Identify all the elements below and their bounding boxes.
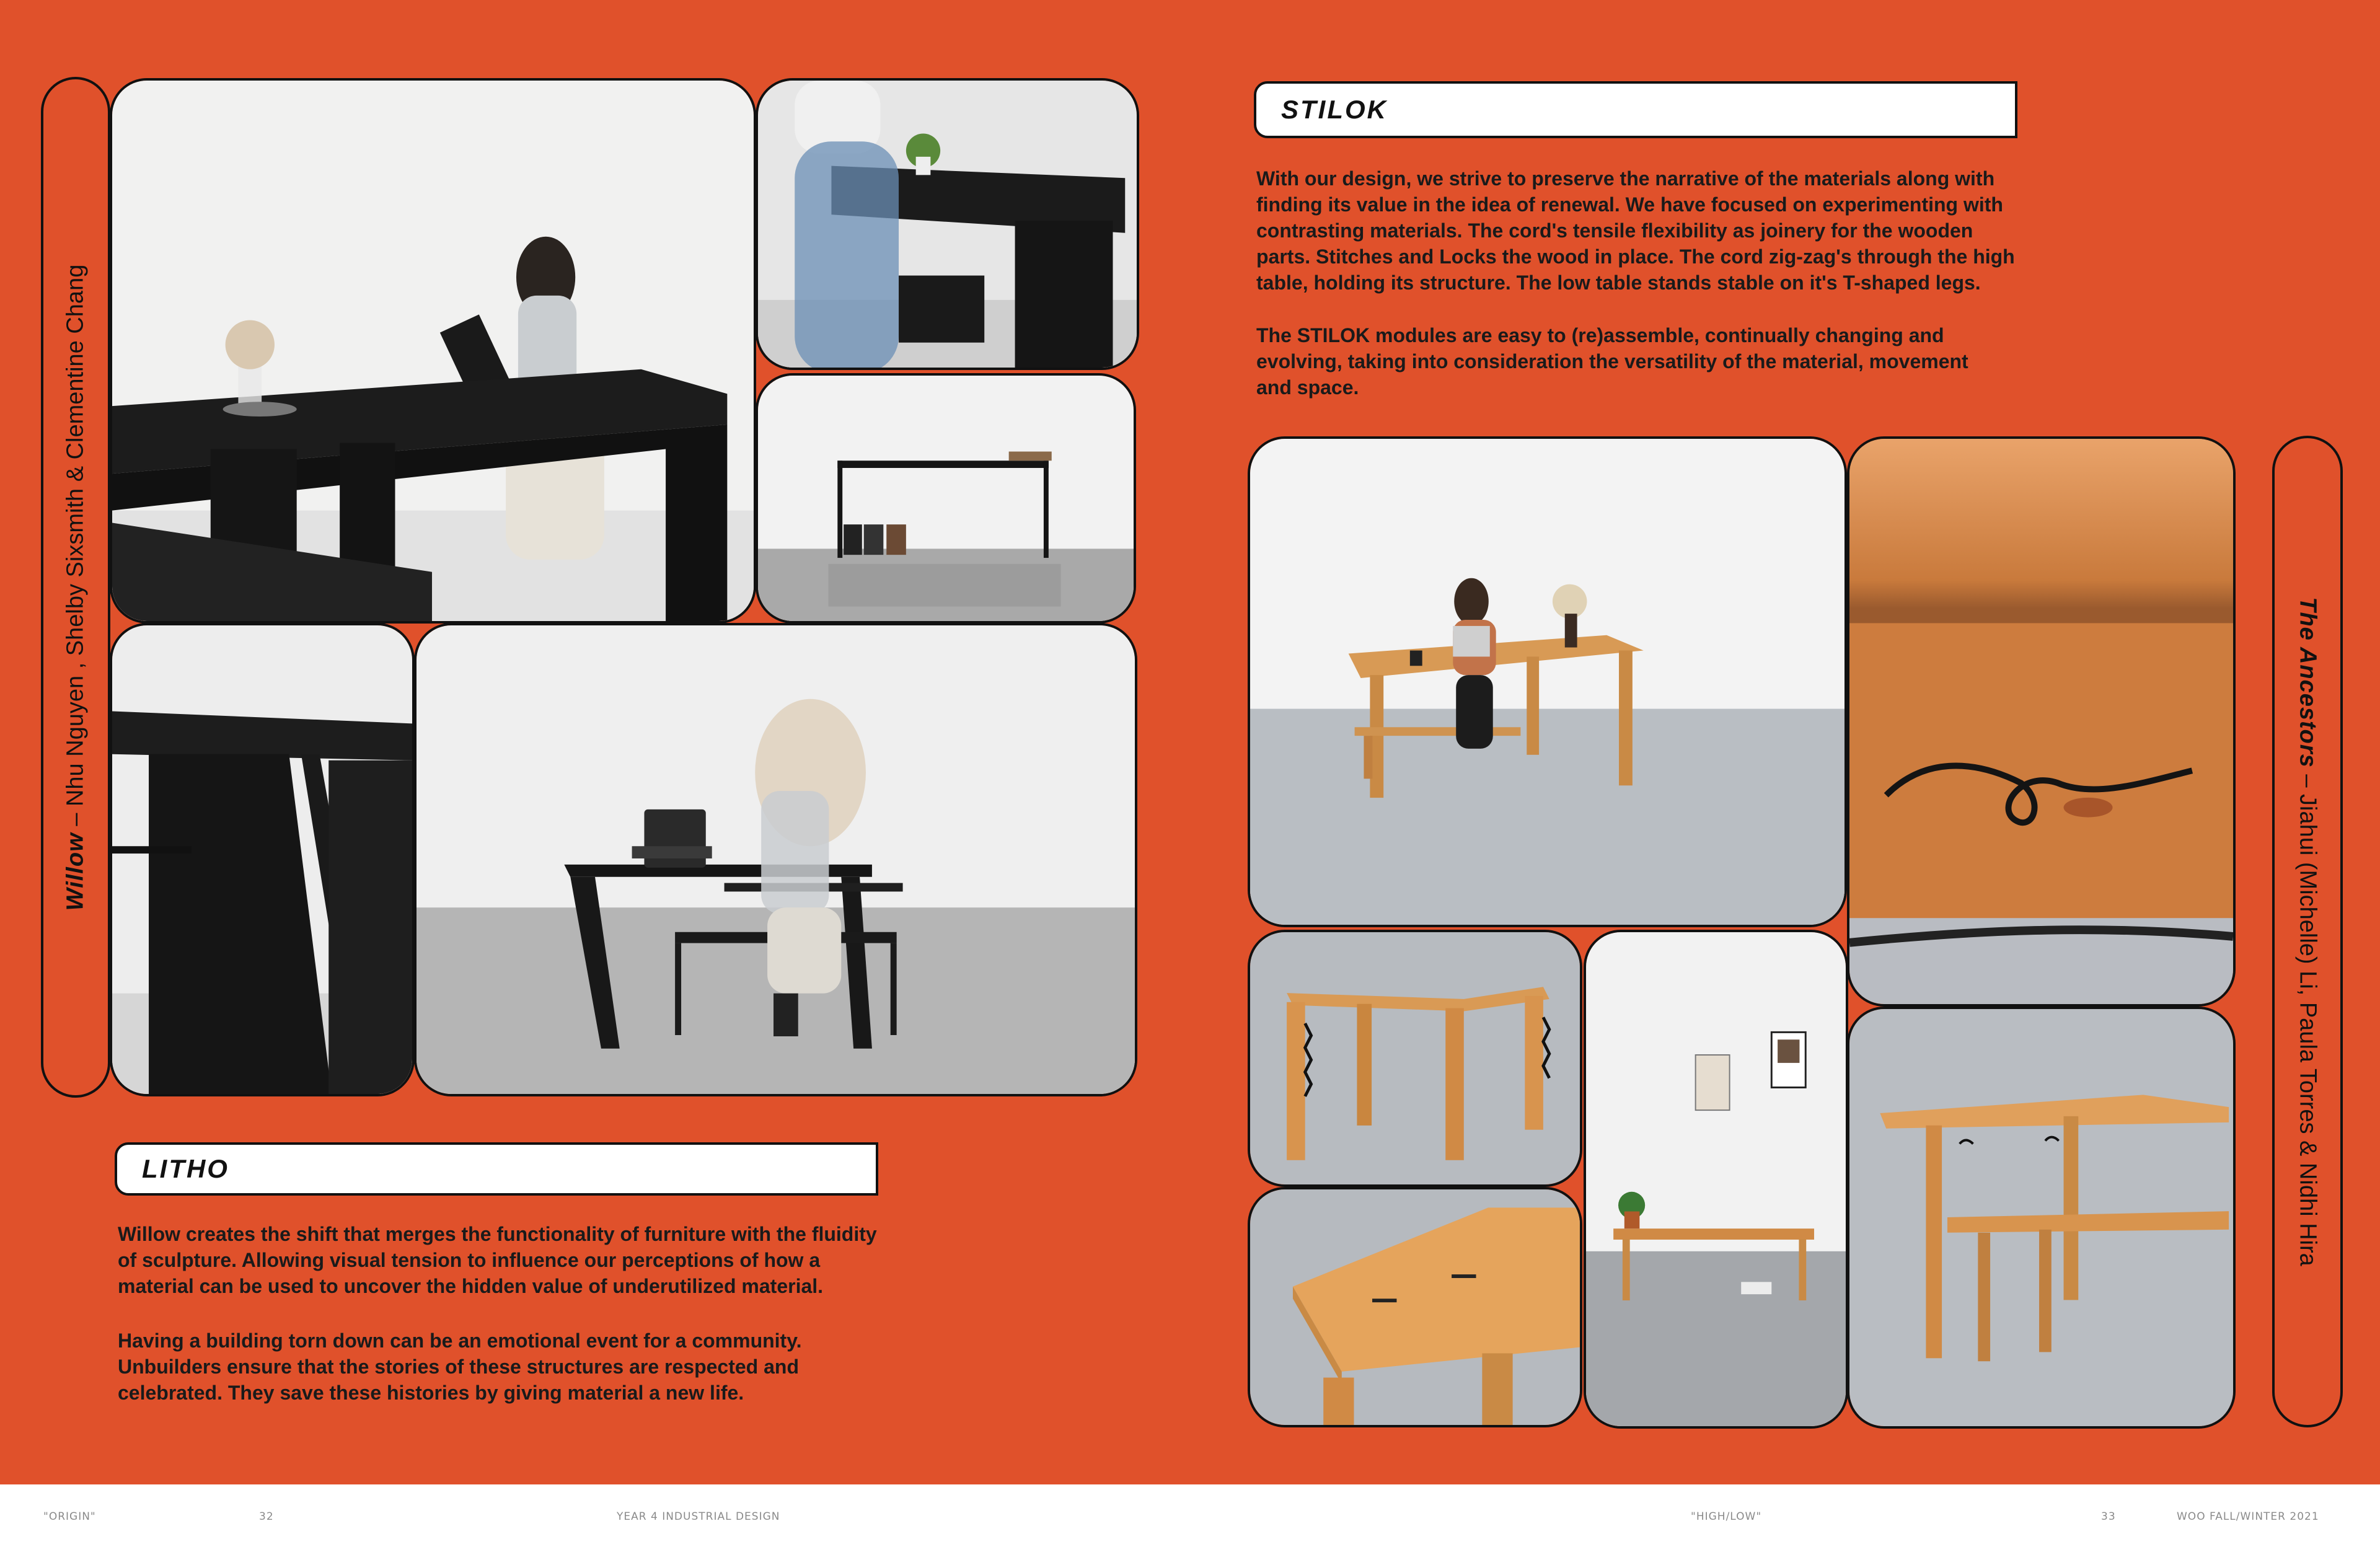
stilok-paragraph-1: With our design, we strive to preserve the narrative of the materials along with finding its value in the idea of renewal. We have focused on experimenting with contrasting materials. The cord's tensile flexibility as joinery for the wooden parts. Stitches and Locks the wood in place. The cord zig-zag's through the high table, holding its structure. The low table stands stable on it's T-shaped legs. xyxy=(1256,167,2015,294)
project-title-stilok xyxy=(1254,81,2017,138)
designer-names-right: – Jiahui (Michelle) Li, Paula Torres & Nidhi Hira xyxy=(2294,767,2321,1266)
black-table-corner-closeup-photo xyxy=(110,623,415,1096)
cord-stitch-closeup-photo xyxy=(1847,436,2236,1007)
stilok-paragraph-2: The STILOK modules are easy to (re)assemble, continually changing and evolving, taking into consideration the versatility of the material, movement and space. xyxy=(1256,324,1968,399)
wooden-tabletop-corner-photo xyxy=(1248,1187,1582,1427)
wooden-bench-with-frames-photo xyxy=(1584,930,1848,1429)
footer-section-origin: "ORIGIN" xyxy=(43,1510,96,1523)
designer-names-left: – Nhu Nguyen , Shelby Sixsmith & Clementine Chang xyxy=(62,264,89,832)
footer-issue: WOO FALL/WINTER 2021 xyxy=(2177,1510,2319,1523)
blurred-figure-at-black-table-photo xyxy=(756,78,1139,370)
black-console-with-shoes-photo xyxy=(756,373,1136,624)
designers-credit-right xyxy=(2272,436,2343,1427)
project-title-litho-text: LITHO xyxy=(142,1154,229,1183)
project-title-stilok-text: STILOK xyxy=(1281,95,1388,124)
litho-paragraph-2: Having a building torn down can be an emotional event for a community. Unbuilders ensure that the stories of these structures are respected and celebrated. They save these histories by giving material a new life. xyxy=(118,1329,802,1404)
motion-blur-woman-at-black-desk-photo xyxy=(414,623,1137,1096)
team-name-ancestors: The Ancestors xyxy=(2294,597,2321,768)
woman-at-wooden-table-with-laptop-photo xyxy=(1248,436,1847,927)
team-name-willow: Willow xyxy=(62,832,89,910)
project-title-litho xyxy=(115,1142,878,1196)
footer-page-number-right: 33 xyxy=(2101,1510,2116,1523)
designers-credit-left xyxy=(41,77,110,1098)
wooden-table-and-bench-photo xyxy=(1847,1007,2236,1429)
litho-paragraph-1: Willow creates the shift that merges the functionality of furniture with the fluidity of sculpture. Allowing visual tension to influence our perceptions of how a material can be used to uncover the hidden value of underutilized material. xyxy=(118,1223,877,1297)
page-footer xyxy=(0,1484,2380,1552)
woman-reading-at-black-table-photo xyxy=(110,78,756,624)
footer-section-highlow: "HIGH/LOW" xyxy=(1691,1510,1762,1523)
wooden-frame-legs-photo xyxy=(1248,930,1582,1187)
footer-program: YEAR 4 INDUSTRIAL DESIGN xyxy=(617,1510,780,1523)
footer-page-number-left: 32 xyxy=(259,1510,274,1523)
